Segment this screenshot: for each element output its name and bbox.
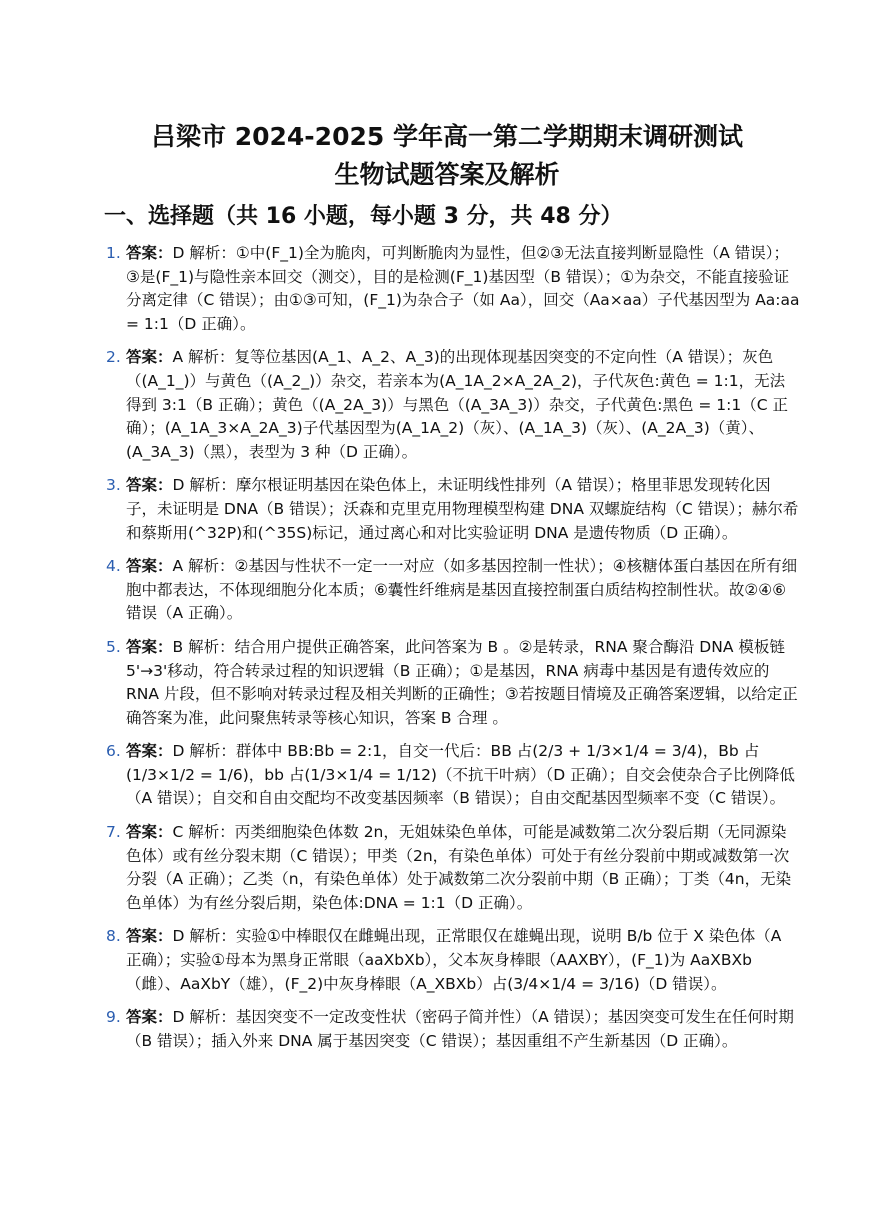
title-line-1: 吕梁市 2024-2025 学年高一第二学期期末调研测试 [151,122,743,151]
answer-item [106,474,800,545]
answer-item [106,1006,800,1053]
answer-item [106,346,800,464]
answer-label: 答案： [126,244,173,262]
answer-text: D 解析：实验①中棒眼仅在雌蝇出现，正常眼仅在雄蝇出现，说明 B/b 位于 X 染色体（A 正确）；实验①母本为黑身正常眼（aaXbXb），父本灰身棒眼（AAXBY），(F_1)为 AaXBXb（雌）、AaXbY（雄），(F_2)中灰身棒眼（A_XBXb）占(3/4×1/4 = 3/16)（D 错误）。 [126,927,782,993]
answer-text: D 解析：摩尔根证明基因在染色体上，未证明线性排列（A 错误）；格里菲思发现转化因子，未证明是 DNA（B 错误）；沃森和克里克用物理模型构建 DNA 双螺旋结构（C 错误）；赫尔希和蔡斯用(^32P)和(^35S)标记，通过离心和对比实验证明 DNA 是遗传物质（D 正确）。 [126,476,799,542]
answer-item [106,925,800,996]
item-number: 8. [106,927,121,946]
answer-label: 答案： [126,927,173,946]
answer-text: A 解析：②基因与性状不一定一一对应（如多基因控制一性状）；④核糖体蛋白基因在所有细胞中都表达，不体现细胞分化本质；⑥囊性纤维病是基因直接控制蛋白质结构控制性状。故②④⑥错误（A 正确）。 [126,557,798,623]
item-number: 6. [106,742,121,761]
item-number: 9. [106,1008,121,1027]
title-line-2: 生物试题答案及解析 [334,160,560,189]
item-number: 7. [106,823,121,842]
answer-item [106,555,800,626]
answer-item [106,636,800,730]
document-title [94,118,800,194]
answer-text: B 解析：结合用户提供正确答案，此问答案为 B 。②是转录，RNA 聚合酶沿 DNA 模板链 5'→3'移动，符合转录过程的知识逻辑（B 正确）；①是基因，RNA 病毒中基因是有遗传效应的 RNA 片段，但不影响对转录过程及相关判断的正确性；③若按题目情境及正确答案逻辑，以给定正确答案为准，此问聚焦转录等核心知识，答案 B 合理 。 [126,637,798,727]
answer-label: 答案： [126,557,173,576]
answer-label: 答案： [126,348,173,367]
answer-list [106,242,800,1053]
item-number: 1. [106,244,121,262]
answer-text: C 解析：丙类细胞染色体数 2n，无姐妹染色单体，可能是减数第二次分裂后期（无同源染色体）或有丝分裂末期（C 错误）；甲类（2n，有染色单体）可处于有丝分裂前中期或减数第一次分裂（A 正确）；乙类（n，有染色单体）处于减数第二次分裂前中期（B 正确）；丁类（4n，无染色单体）为有丝分裂后期，染色体:DNA = 1:1（D 正确）。 [126,823,792,912]
answer-label: 答案： [126,742,173,761]
answer-item [106,242,800,336]
answer-text: D 解析：群体中 BB:Bb = 2:1，自交一代后：BB 占(2/3 + 1/3×1/4 = 3/4)，Bb 占(1/3×1/2 = 1/6)，bb 占(1/3×1/4 = 1/12)（不抗干叶病）（D 正确）；自交会使杂合子比例降低（A 错误）；自交和自由交配均不改变基因频率（B 错误）；自由交配基因型频率不变（C 错误）。 [126,742,795,808]
answer-text: D 解析：基因突变不一定改变性状（密码子简并性）（A 错误）；基因突变可发生在任何时期（B 错误）；插入外来 DNA 属于基因突变（C 错误）；基因重组不产生新基因（D 正确）。 [126,1008,794,1050]
answer-label: 答案： [126,476,173,495]
item-number: 3. [106,476,121,495]
answer-text: A 解析：复等位基因(A_1、A_2、A_3)的出现体现基因突变的不定向性（A 错误）；灰色（(A_1_)）与黄色（(A_2_)）杂交，若亲本为(A_1A_2×A_2A_2)，子代灰色:黄色 = 1:1，无法得到 3:1（B 正确）；黄色（(A_2A_3)）与黑色（(A_3A_3)）杂交，子代黄色:黑色 = 1:1（C 正确）；(A_1A_3×A_2A_3)子代基因型为(A_1A_2)（灰）、(A_1A_3)（灰）、(A_2A_3)（黄）、(A_3A_3)（黑），表型为 3 种（D 正确）。 [126,348,788,461]
answer-item [106,740,800,811]
section-heading: 一、选择题（共 16 小题，每小题 3 分，共 48 分） [104,204,623,229]
answer-label: 答案： [126,1008,173,1027]
answer-text: D 解析：①中(F_1)全为脆肉，可判断脆肉为显性，但②③无法直接判断显隐性（A 错误）；③是(F_1)与隐性亲本回交（测交），目的是检测(F_1)基因型（B 错误）；①为杂交，不能直接验证分离定律（C 错误）；由①③可知，(F_1)为杂合子（如 Aa），回交（Aa×aa）子代基因型为 Aa:aa = 1:1（D 正确）。 [126,244,800,333]
answer-label: 答案： [126,823,173,842]
answer-label: 答案： [126,637,173,656]
item-number: 4. [106,557,121,576]
answer-item [106,821,800,915]
item-number: 5. [106,637,121,656]
item-number: 2. [106,348,121,367]
